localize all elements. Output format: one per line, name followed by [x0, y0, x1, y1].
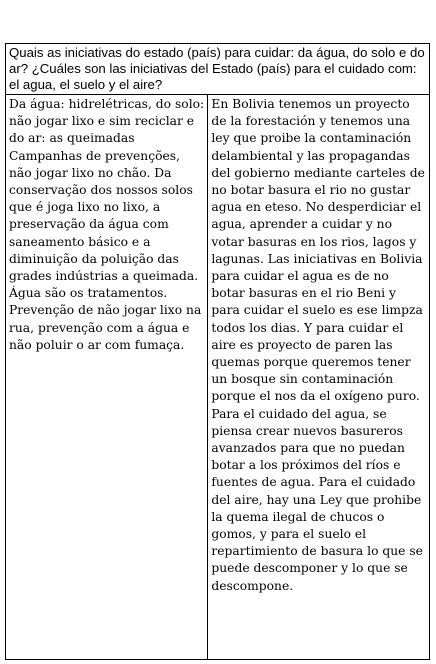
portuguese-answer-text: Da água: hidrelétricas, do solo: não jogar lixo e sim reciclar e do ar: as queimadas Campanhas de prevenções, não jogar lixo no chão. Da conservação dos nossos solos que é joga lixo no lixo, a preservação da água com saneamento básico e a diminuição da poluição das grades indústrias a queimada. Água são os tratamentos. Prevenção de não jogar lixo na rua, prevenção com a água e não poluir o ar com fumaça.: [9, 97, 205, 352]
question-cell: [6, 44, 430, 95]
question-text: Quais as iniciativas do estado (país) para cuidar: da água, do solo e do ar? ¿Cuáles son las iniciativas del Estado (país) para el cuidado com: el agua, el suelo y el aire?: [9, 45, 425, 93]
answers-row: [6, 95, 430, 660]
document-table: [5, 43, 430, 660]
portuguese-answer-cell: [6, 95, 208, 660]
spanish-answer-text: En Bolivia tenemos un proyecto de la forestación y tenemos una ley que proibe la contaminación delambiental y las propagandas del gobierno mediante carteles de no botar basura el rio no gustar agua en eteso. No desperdiciar el agua, aprender a cuidar y no votar basuras en los rios, lagos y lagunas. Las iniciativas en Bolivia para cuidar el agua es de no botar basuras en el rio Beni y para cuidar el suelo es ese limpza todos los dias. Y para cuidar el aire es proyecto de paren las quemas porque queremos tener un bosque sin contaminación porque el nos da el oxígeno puro. Para el cuidado del agua, se piensa crear nuevos basureros avanzados para que no puedan botar a los próximos del ríos e fuentes de agua. Para el cuidado del aire, hay una Ley que prohibe la quema ilegal de chucos o gomos, y para el suelo el repartimiento de basura lo que se puede descomponer y lo que se descompone.: [211, 97, 425, 593]
question-row: [6, 44, 430, 95]
spanish-answer-cell: [208, 95, 430, 660]
